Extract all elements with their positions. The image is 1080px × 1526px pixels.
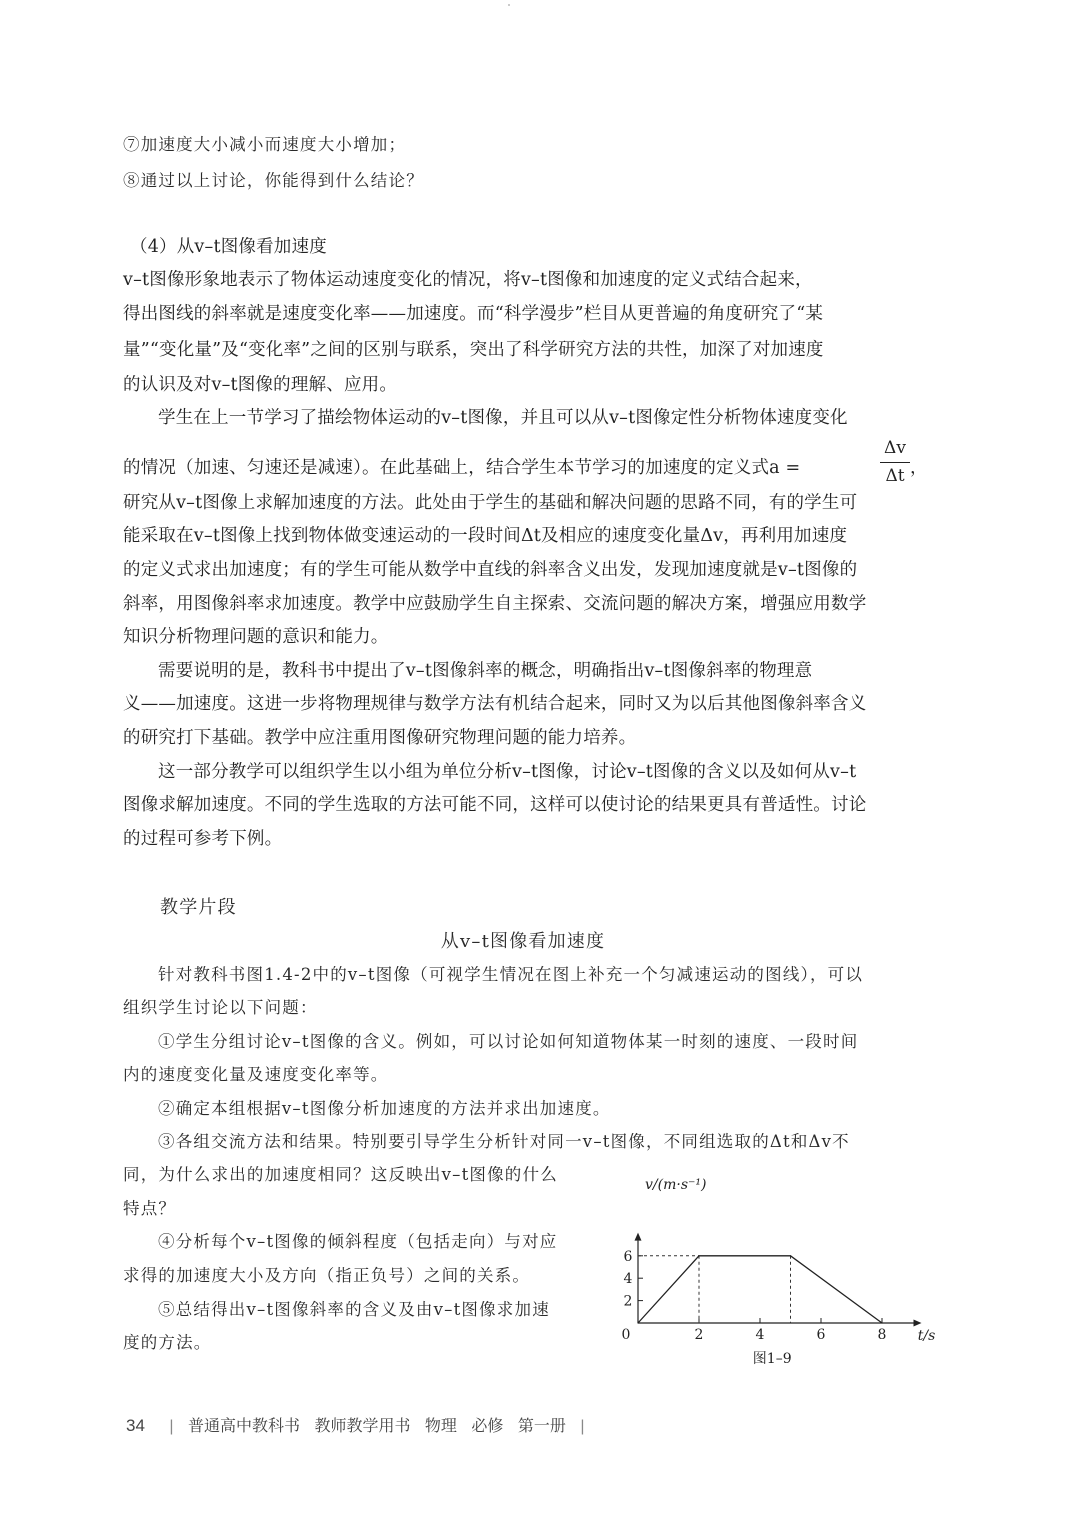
question-3-line-1: ③各组交流方法和结果。特别要引导学生分析针对同一v–t图像，不同组选取的Δt和Δv不 — [158, 1132, 850, 1151]
p3-line-3: 的研究打下基础。教学中应注重用图像研究物理问题的能力培养。 — [123, 728, 637, 748]
origin-label: 0 — [621, 1327, 631, 1343]
page-number: 34 — [126, 1416, 145, 1435]
question-1-line-1: ①学生分组讨论v–t图像的含义。例如，可以讨论如何知道物体某一时刻的速度、一段时间 — [158, 1032, 859, 1051]
fragment-intro-1: 针对教科书图1.4-2中的v–t图像（可视学生情况在图上补充一个匀减速运动的图线），可以 — [158, 965, 864, 984]
footer-separator: | — [169, 1418, 174, 1435]
p2-formula-line: 的情况（加速、匀速还是减速）。在此基础上，结合学生本节学习的加速度的定义式a = — [123, 458, 801, 478]
acceleration-formula — [880, 438, 910, 488]
data-point — [881, 1322, 882, 1323]
x-axis-arrow — [914, 1320, 922, 1327]
p3-line-2: 义——加速度。这进一步将物理规律与数学方法有机结合起来，同时又为以后其他图像斜率含义 — [123, 694, 867, 714]
formula-comma: ， — [910, 458, 928, 478]
p4-line-1: 这一部分教学可以组织学生以小组为单位分析v–t图像，讨论v–t图像的含义以及如何从v–t — [158, 762, 857, 782]
p2-line-7: 知识分析物理问题的意识和能力。 — [123, 627, 389, 647]
question-5-line-2: 度的方法。 — [123, 1333, 212, 1352]
p1-line-2: 得出图线的斜率就是速度变化率——加速度。而“科学漫步”栏目从更普遍的角度研究了“某 — [123, 304, 824, 324]
question-4-line-2: 求得的加速度大小及方向（指正负号）之间的关系。 — [123, 1266, 531, 1285]
y-tick-label: 2 — [623, 1293, 633, 1310]
x-axis-label: t/s — [917, 1328, 935, 1344]
footer-volume: 第一册 — [517, 1418, 566, 1435]
data-point — [698, 1255, 699, 1256]
p3-line-1: 需要说明的是，教科书中提出了v–t图像斜率的概念，明确指出v–t图像斜率的物理意 — [158, 661, 813, 681]
p2-line-3: 研究从v–t图像上求解加速度的方法。此处由于学生的基础和解决问题的思路不同，有的学生可 — [123, 493, 858, 513]
scan-mark — [508, 4, 510, 6]
footer-category: 必修 — [471, 1418, 504, 1435]
y-tick-label: 6 — [623, 1248, 633, 1265]
y-axis-arrow — [635, 1233, 642, 1241]
intro-item-8: ⑧通过以上讨论，你能得到什么结论？ — [123, 171, 424, 190]
question-3-line-2: 同，为什么求出的加速度相同？这反映出v–t图像的什么 — [123, 1165, 558, 1184]
p2-line-4: 能采取在v–t图像上找到物体做变速运动的一段时间Δt及相应的速度变化量Δv，再利用加速度 — [123, 526, 848, 546]
question-5-line-1: ⑤总结得出v–t图像斜率的含义及由v–t图像求加速 — [158, 1300, 550, 1319]
fraction-bar — [880, 462, 910, 463]
x-tick-label: 2 — [694, 1327, 704, 1343]
data-point — [637, 1322, 638, 1323]
fragment-intro-2: 组织学生讨论以下问题： — [123, 998, 318, 1017]
p2-line-6: 斜率，用图像斜率求加速度。教学中应鼓励学生自主探索、交流问题的解决方案，增强应用数学 — [123, 594, 867, 614]
x-tick-label: 8 — [877, 1327, 887, 1343]
p2-line-5: 的定义式求出加速度；有的学生可能从数学中直线的斜率含义出发，发现加速度就是v–t图像的 — [123, 560, 858, 580]
question-4-line-1: ④分析每个v–t图像的倾斜程度（包括走向）与对应 — [158, 1232, 558, 1251]
fragment-title: 从v–t图像看加速度 — [440, 931, 606, 952]
question-3-line-3: 特点？ — [123, 1199, 177, 1218]
fragment-label: 教学片段 — [160, 897, 237, 918]
p4-line-2: 图像求解加速度。不同的学生选取的方法可能不同，这样可以使讨论的结果更具有普适性。讨论 — [123, 795, 867, 815]
formula-numerator: Δv — [884, 438, 906, 458]
page-footer — [126, 1413, 594, 1436]
footer-book-type: 教师教学用书 — [314, 1418, 411, 1435]
y-tick-label: 4 — [623, 1271, 633, 1288]
question-1-line-2: 内的速度变化量及速度变化率等。 — [123, 1065, 389, 1084]
vt-line-series — [638, 1256, 882, 1323]
p1-line-3: 量”“变化量”及“变化率”之间的区别与联系，突出了科学研究方法的共性，加深了对加速度 — [123, 340, 824, 360]
x-tick-label: 6 — [816, 1327, 826, 1343]
footer-book: 普通高中教科书 — [187, 1418, 300, 1435]
question-2: ②确定本组根据v–t图像分析加速度的方法并求出加速度。 — [158, 1099, 611, 1118]
y-axis-label: v/(m·s⁻¹) — [645, 1177, 707, 1193]
intro-item-7: ⑦加速度大小减小而速度大小增加； — [123, 135, 407, 154]
chart-caption: 图1–9 — [752, 1351, 792, 1367]
footer-subject: 物理 — [424, 1418, 457, 1435]
data-point — [790, 1255, 791, 1256]
x-tick-label: 4 — [755, 1327, 765, 1343]
p2-line-1: 学生在上一节学习了描绘物体运动的v–t图像，并且可以从v–t图像定性分析物体速度变化 — [158, 408, 848, 428]
vt-chart — [605, 1165, 935, 1375]
p1-line-4: 的认识及对v–t图像的理解、应用。 — [123, 375, 398, 395]
footer-separator-end: | — [580, 1418, 585, 1435]
p1-line-1: v–t图像形象地表示了物体运动速度变化的情况，将v–t图像和加速度的定义式结合起来， — [123, 270, 813, 290]
p4-line-3: 的过程可参考下例。 — [123, 829, 283, 849]
formula-denominator: Δt — [885, 466, 905, 486]
section-heading: （4）从v–t图像看加速度 — [130, 237, 327, 257]
